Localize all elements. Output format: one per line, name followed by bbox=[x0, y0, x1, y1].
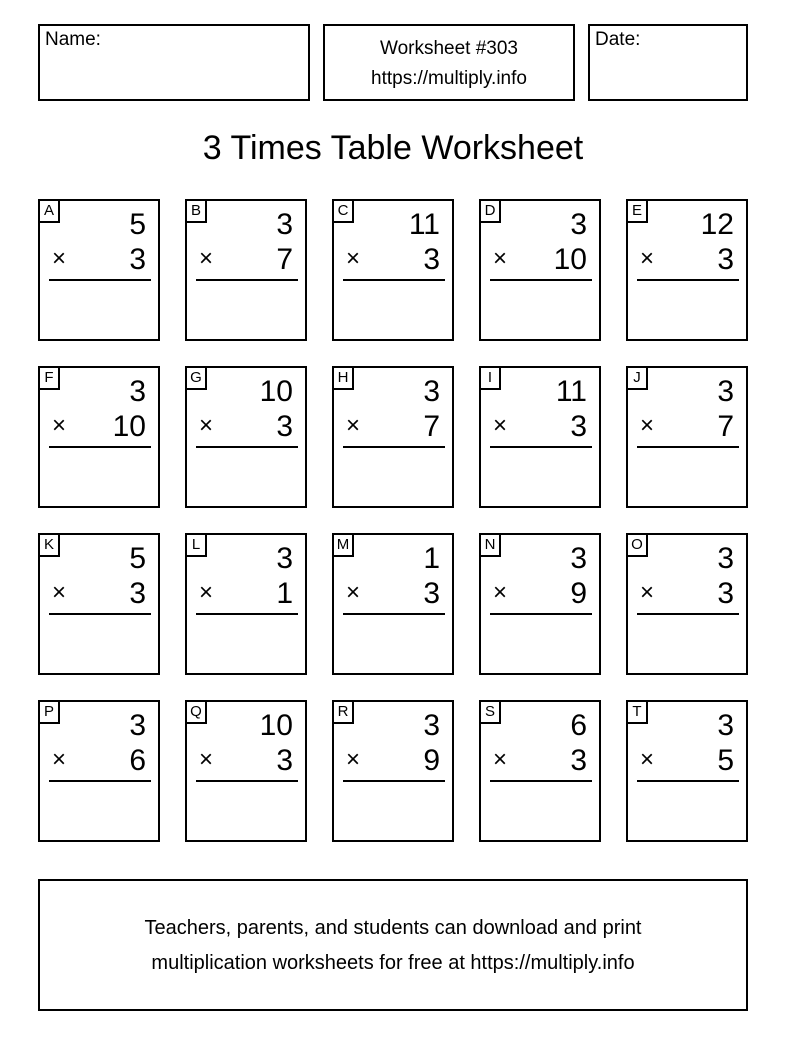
problem-card bbox=[626, 700, 748, 842]
problem-bottom-number: 1 bbox=[276, 577, 293, 610]
problem-bottom-number: 7 bbox=[717, 410, 734, 443]
multiply-sign: × bbox=[52, 579, 67, 606]
problem-top-number: 3 bbox=[129, 375, 146, 408]
problem-card bbox=[185, 533, 307, 675]
problem-card bbox=[185, 199, 307, 341]
problem-letter: B bbox=[187, 201, 207, 223]
name-label: Name: bbox=[45, 29, 101, 50]
problem-letter: R bbox=[334, 702, 354, 724]
problem-bottom-number: 3 bbox=[129, 243, 146, 276]
problem-top-number: 3 bbox=[570, 208, 587, 241]
problem-letter: H bbox=[334, 368, 354, 390]
problem-card bbox=[332, 700, 454, 842]
answer-line bbox=[196, 279, 298, 281]
problem-card bbox=[479, 199, 601, 341]
multiply-sign: × bbox=[52, 412, 67, 439]
answer-line bbox=[490, 446, 592, 448]
problem-top-number: 6 bbox=[570, 709, 587, 742]
multiply-sign: × bbox=[493, 245, 508, 272]
problem-card bbox=[38, 533, 160, 675]
date-label: Date: bbox=[595, 29, 641, 50]
problem-bottom-number: 10 bbox=[112, 410, 146, 443]
problem-bottom-number: 6 bbox=[129, 744, 146, 777]
problem-top-number: 5 bbox=[129, 208, 146, 241]
problem-letter: T bbox=[628, 702, 648, 724]
problem-bottom-number: 3 bbox=[570, 410, 587, 443]
name-field-box bbox=[38, 24, 310, 101]
problem-card bbox=[626, 199, 748, 341]
problem-card bbox=[332, 533, 454, 675]
problem-letter: P bbox=[40, 702, 60, 724]
answer-line bbox=[49, 446, 151, 448]
answer-line bbox=[343, 446, 445, 448]
multiply-sign: × bbox=[199, 579, 214, 606]
problem-letter: G bbox=[187, 368, 207, 390]
problem-card bbox=[185, 700, 307, 842]
answer-line bbox=[49, 780, 151, 782]
answer-line bbox=[490, 780, 592, 782]
answer-line bbox=[637, 780, 739, 782]
multiply-sign: × bbox=[640, 746, 655, 773]
problem-top-number: 11 bbox=[555, 375, 587, 408]
problem-bottom-number: 7 bbox=[423, 410, 440, 443]
footer-line-1: Teachers, parents, and students can download and print bbox=[144, 917, 642, 939]
footer-line-2: multiplication worksheets for free at https://multiply.info bbox=[151, 952, 635, 974]
problem-letter: S bbox=[481, 702, 501, 724]
problem-card bbox=[185, 366, 307, 508]
multiply-sign: × bbox=[52, 746, 67, 773]
answer-line bbox=[343, 613, 445, 615]
multiply-sign: × bbox=[52, 245, 67, 272]
problem-card bbox=[38, 366, 160, 508]
problem-top-number: 3 bbox=[276, 208, 293, 241]
problem-top-number: 3 bbox=[276, 542, 293, 575]
problem-top-number: 11 bbox=[408, 208, 440, 241]
problem-bottom-number: 3 bbox=[717, 577, 734, 610]
problem-letter: E bbox=[628, 201, 648, 223]
worksheet-url: https://multiply.info bbox=[371, 68, 527, 89]
worksheet-number: Worksheet #303 bbox=[379, 38, 518, 59]
problem-letter: Q bbox=[187, 702, 207, 724]
answer-line bbox=[343, 279, 445, 281]
problem-letter: O bbox=[628, 535, 648, 557]
answer-line bbox=[490, 279, 592, 281]
problem-bottom-number: 3 bbox=[717, 243, 734, 276]
page-title: 3 Times Table Worksheet bbox=[202, 129, 584, 167]
problem-top-number: 3 bbox=[570, 542, 587, 575]
multiply-sign: × bbox=[346, 412, 361, 439]
problem-bottom-number: 3 bbox=[276, 744, 293, 777]
problem-bottom-number: 9 bbox=[570, 577, 587, 610]
multiply-sign: × bbox=[199, 746, 214, 773]
answer-line bbox=[196, 780, 298, 782]
problem-letter: A bbox=[40, 201, 60, 223]
date-field-box bbox=[588, 24, 748, 101]
problem-card bbox=[479, 700, 601, 842]
multiply-sign: × bbox=[640, 579, 655, 606]
problem-letter: C bbox=[334, 201, 354, 223]
multiply-sign: × bbox=[640, 245, 655, 272]
multiply-sign: × bbox=[493, 746, 508, 773]
problem-card bbox=[38, 199, 160, 341]
problem-top-number: 3 bbox=[717, 375, 734, 408]
multiply-sign: × bbox=[493, 412, 508, 439]
answer-line bbox=[196, 446, 298, 448]
problem-card bbox=[479, 366, 601, 508]
multiply-sign: × bbox=[346, 245, 361, 272]
problem-bottom-number: 9 bbox=[423, 744, 440, 777]
multiply-sign: × bbox=[199, 245, 214, 272]
problem-card bbox=[38, 700, 160, 842]
problem-top-number: 5 bbox=[129, 542, 146, 575]
problem-bottom-number: 3 bbox=[129, 577, 146, 610]
problem-card bbox=[332, 366, 454, 508]
problem-top-number: 1 bbox=[423, 542, 440, 575]
problem-top-number: 3 bbox=[129, 709, 146, 742]
problem-bottom-number: 10 bbox=[553, 243, 587, 276]
problem-card bbox=[332, 199, 454, 341]
problem-bottom-number: 3 bbox=[423, 577, 440, 610]
problem-card bbox=[479, 533, 601, 675]
answer-line bbox=[490, 613, 592, 615]
problem-bottom-number: 3 bbox=[276, 410, 293, 443]
problem-top-number: 3 bbox=[423, 709, 440, 742]
problem-top-number: 10 bbox=[259, 375, 293, 408]
problem-card bbox=[626, 533, 748, 675]
problem-top-number: 3 bbox=[717, 709, 734, 742]
answer-line bbox=[343, 780, 445, 782]
multiply-sign: × bbox=[199, 412, 214, 439]
multiply-sign: × bbox=[640, 412, 655, 439]
problem-card bbox=[626, 366, 748, 508]
problem-bottom-number: 3 bbox=[570, 744, 587, 777]
problem-top-number: 10 bbox=[259, 709, 293, 742]
answer-line bbox=[637, 613, 739, 615]
problem-bottom-number: 3 bbox=[423, 243, 440, 276]
answer-line bbox=[637, 279, 739, 281]
footer-box bbox=[38, 879, 748, 1011]
answer-line bbox=[49, 279, 151, 281]
multiply-sign: × bbox=[346, 746, 361, 773]
problem-letter: L bbox=[187, 535, 207, 557]
problem-letter: J bbox=[628, 368, 648, 390]
problem-top-number: 3 bbox=[717, 542, 734, 575]
worksheet-info-box bbox=[323, 24, 575, 101]
problem-letter: K bbox=[40, 535, 60, 557]
problem-bottom-number: 5 bbox=[717, 744, 734, 777]
multiply-sign: × bbox=[346, 579, 361, 606]
problem-letter: I bbox=[481, 368, 501, 390]
answer-line bbox=[196, 613, 298, 615]
problem-top-number: 3 bbox=[423, 375, 440, 408]
problem-letter: D bbox=[481, 201, 501, 223]
problem-letter: F bbox=[40, 368, 60, 390]
problem-bottom-number: 7 bbox=[276, 243, 293, 276]
problem-letter: M bbox=[334, 535, 354, 557]
problem-letter: N bbox=[481, 535, 501, 557]
multiply-sign: × bbox=[493, 579, 508, 606]
answer-line bbox=[49, 613, 151, 615]
problem-top-number: 12 bbox=[700, 208, 734, 241]
answer-line bbox=[637, 446, 739, 448]
